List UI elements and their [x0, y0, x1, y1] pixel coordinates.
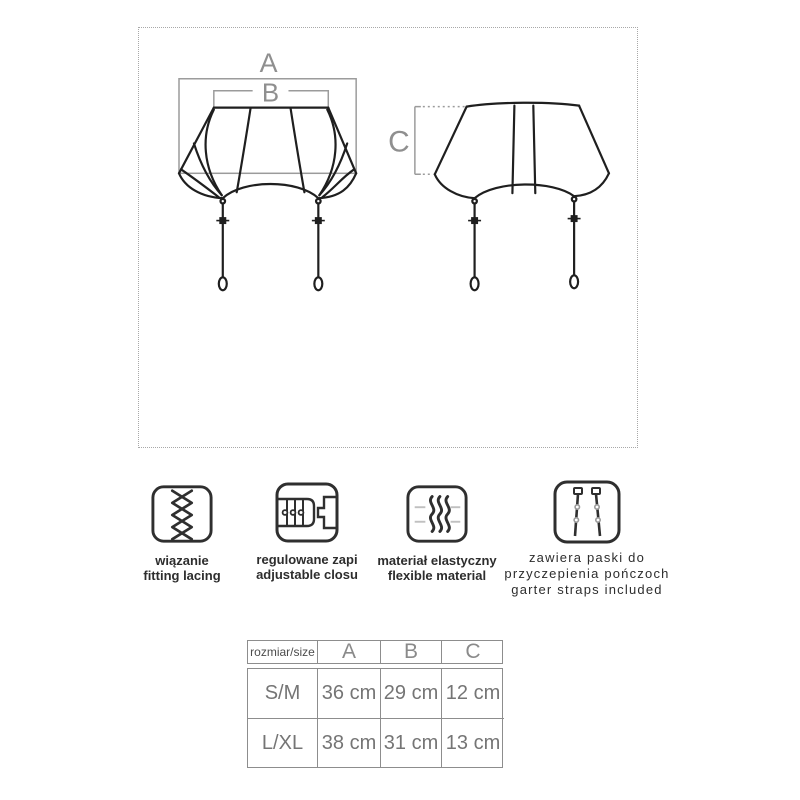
front-view-drawing [179, 48, 356, 290]
table-cell-size: L/XL [248, 718, 317, 767]
measurement-label-a: A [259, 47, 278, 78]
caption-line: zawiera paski do [528, 550, 646, 565]
feature-caption [494, 550, 680, 598]
feature-adjustable-closure [234, 481, 380, 582]
lacing-icon [122, 483, 242, 545]
caption-line: flexible material [387, 568, 487, 583]
caption-line: materiał elastyczny [377, 553, 497, 568]
table-cell: 36 cm [317, 669, 380, 718]
table-cell: 13 cm [441, 718, 504, 767]
table-cell: 29 cm [380, 669, 441, 718]
header-cell-size: rozmiar/size [250, 645, 315, 659]
garter-strap [568, 197, 581, 288]
garter-strap [216, 199, 229, 290]
feature-garter-straps [494, 479, 680, 598]
header-cell-c: C [441, 641, 504, 663]
caption-line: fitting lacing [143, 568, 221, 583]
feature-flexible-material [362, 483, 512, 583]
flexible-material-icon [362, 483, 512, 545]
size-table [247, 640, 503, 768]
header-cell-a: A [317, 641, 380, 663]
table-cell: 31 cm [380, 718, 441, 767]
size-diagram [138, 27, 638, 448]
caption-line: wiązanie [155, 553, 209, 568]
caption-line: garter straps included [511, 582, 663, 597]
garter-strap [312, 199, 325, 290]
size-table-header [247, 640, 503, 664]
garter-strap [468, 199, 481, 290]
table-cell: 38 cm [317, 718, 380, 767]
table-cell: 12 cm [441, 669, 504, 718]
garter-belt-drawings [139, 28, 637, 447]
feature-caption [362, 553, 512, 583]
header-cell-b: B [380, 641, 441, 663]
caption-line: przyczepienia pończoch [504, 566, 670, 581]
size-table-body [247, 668, 503, 768]
back-view-drawing [388, 103, 609, 290]
feature-lacing [122, 483, 242, 583]
caption-line: adjustable closu [256, 567, 358, 582]
measurement-label-c: C [388, 125, 410, 159]
table-cell-size: S/M [264, 682, 301, 704]
measurement-label-b: B [261, 79, 280, 108]
garter-straps-icon [494, 479, 680, 545]
feature-caption [122, 553, 242, 583]
adjustable-closure-icon [234, 481, 380, 544]
caption-line: regulowane zapi [256, 552, 358, 567]
feature-caption [234, 552, 380, 582]
